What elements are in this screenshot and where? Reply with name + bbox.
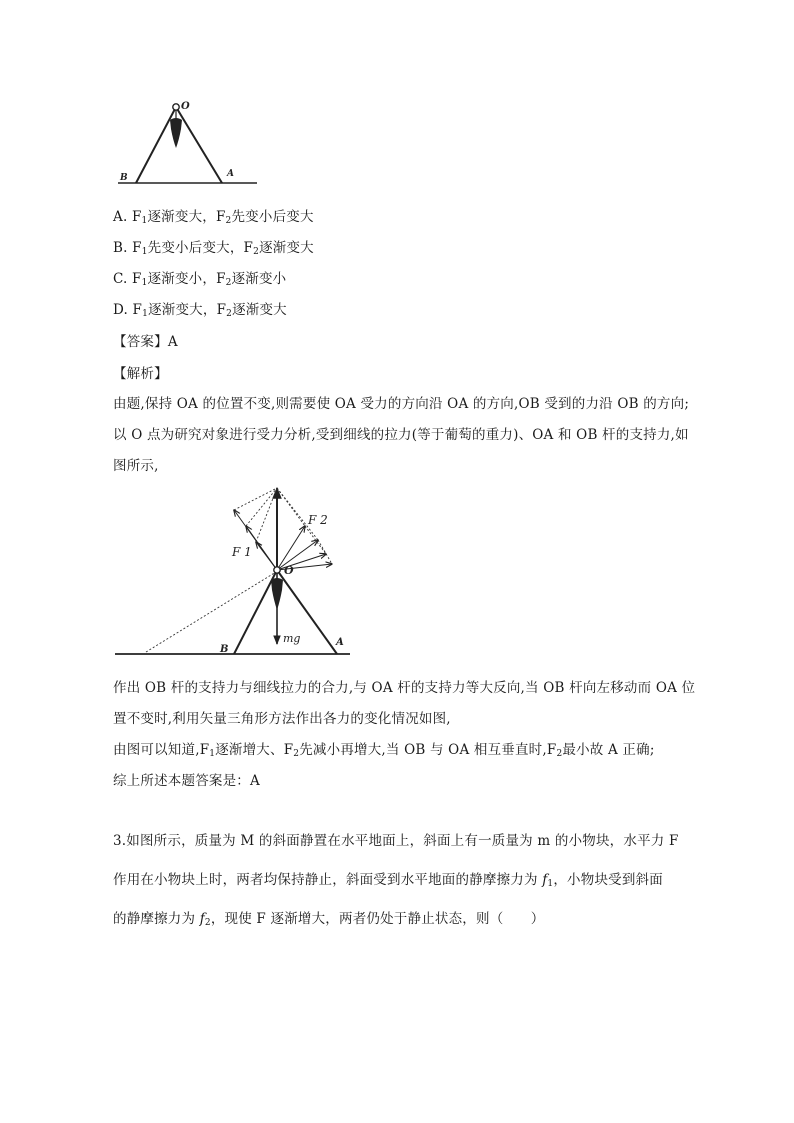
pivot-o — [173, 104, 179, 110]
symbol-f2: $f_2$ — [199, 911, 211, 928]
answer-line — [113, 332, 178, 352]
rod-ob — [234, 570, 277, 654]
symbol-f1: $f_1$ — [542, 872, 554, 889]
grapes-icon — [170, 118, 182, 148]
analysis-line-1: 由题,保持 OA 的位置不变,则需要使 OA 受力的方向沿 OA 的方向,OB 受到的力沿 OB 的方向; — [113, 396, 690, 412]
label-a: A — [336, 637, 344, 648]
label-a: A — [227, 169, 234, 179]
option-b[interactable]: B. $F_1$先变小后变大，$F_2$逐渐变大 — [113, 240, 314, 257]
analysis2-line-4: 综上所述本题答案是：A — [113, 773, 260, 789]
question3-line-1: 3.如图所示，质量为 M 的斜面静置在水平地面上，斜面上有一质量为 m 的小物块，水平力 F — [113, 833, 679, 849]
grapes-icon — [271, 578, 283, 610]
figure-rod-frame — [110, 96, 260, 188]
label-b: B — [120, 173, 128, 183]
label-f1: F 1 — [232, 545, 252, 559]
analysis2-line-3: 由图可以知道$,F_1$逐渐增大、$F_2$先减小再增大,当 OB 与 OA 相互垂直时$,F_2$最小故 A 正确; — [113, 742, 655, 759]
option-a[interactable]: A. $F_1$逐渐变大，$F_2$先变小后变大 — [113, 209, 314, 226]
f1-arrow-3 — [256, 542, 277, 570]
analysis-label: 【解析】 — [113, 366, 168, 382]
analysis2-line-1: 作出 OB 杆的支持力与细线拉力的合力,与 OA 杆的支持力等大反向,当 OB 杆向左移动而 OA 位 — [113, 680, 696, 696]
analysis-line-2: 以 O 点为研究对象进行受力分析,受到细线的拉力(等于葡萄的重力)、OA 和 OB 杆的支持力,如 — [113, 427, 689, 443]
question3-line-3: 的静摩擦力为 $f_2$，现使 F 逐渐增大，两者仍处于静止状态，则（ ） — [113, 911, 545, 928]
label-mg: mg — [283, 632, 301, 645]
analysis2-line-2: 置不变时,利用矢量三角形方法作出各力的变化情况如图, — [113, 711, 451, 727]
answer-value: A — [167, 334, 178, 350]
label-o: O — [284, 564, 294, 577]
option-c[interactable]: C. $F_1$逐渐变小，$F_2$逐渐变小 — [113, 271, 287, 288]
question3-line-2: 作用在小物块上时，两者均保持静止，斜面受到水平地面的静摩擦力为 $f_1$，小物块受到斜面 — [113, 872, 663, 889]
rod-oa — [176, 107, 222, 183]
label-o: O — [181, 101, 190, 112]
label-b: B — [220, 644, 229, 655]
figure-force-diagram — [110, 482, 360, 658]
label-f2: F 2 — [308, 513, 328, 527]
option-d[interactable]: D. $F_1$逐渐变大，$F_2$逐渐变大 — [113, 302, 287, 319]
analysis-line-3: 图所示, — [113, 458, 159, 474]
pivot-o — [274, 567, 280, 573]
answer-label: 【答案】 — [113, 334, 168, 350]
rod-ob — [136, 107, 176, 183]
